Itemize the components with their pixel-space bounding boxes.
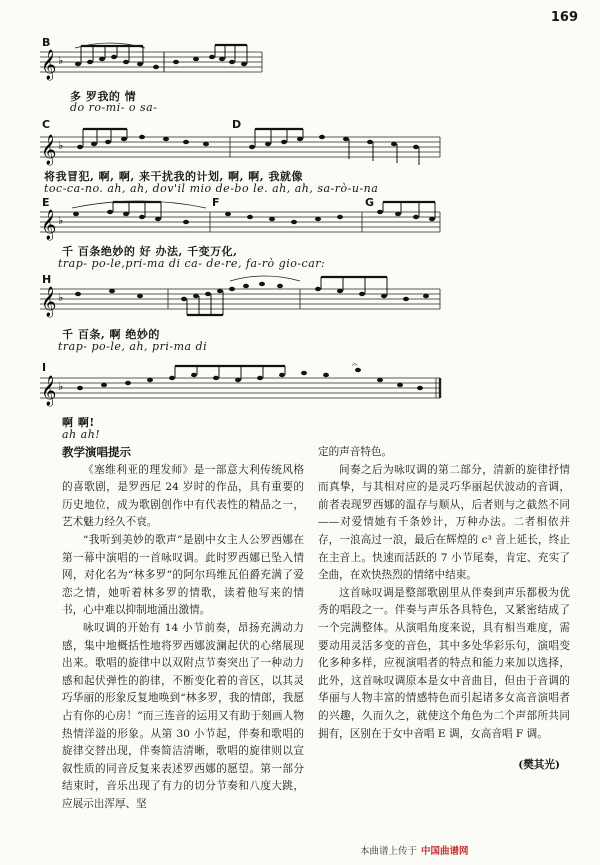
lyrics-roman-4: trap- po-le, ah, pri-ma di bbox=[58, 340, 208, 353]
lyrics-roman-3: trap- po-le,pri-ma di ca- de-re, fa-rò gio-car: bbox=[58, 257, 326, 270]
lyrics-chinese-1: 多 罗我的 情 bbox=[70, 90, 137, 103]
svg-text:𝄞: 𝄞 bbox=[41, 287, 57, 317]
paragraph: 这首咏叹调是整部歌剧里从伴奏到声乐都极为优秀的唱段之一。伴奏与声乐各具特色，又紧密结成了一个完满整体。从演唱角度来说，具有相当难度，需要动用灵活多变的音色，其中多处华彩乐句，演唱变化多种多样，应视演唱者的特点和能力来加以选择，此外，这首咏叹调原本是女中音曲目，但由于音调的华丽与人物丰富的情感特色而引起诸多女高音演唱者的兴趣，久而久之，就使这个角色为二个声部所共同拥有，区别在于女中音唱 E 调，女高音唱 F 调。 bbox=[318, 586, 570, 740]
svg-text:𝄞: 𝄞 bbox=[41, 50, 57, 80]
footer-text: 本曲谱上传于 bbox=[360, 846, 418, 857]
paragraph: 《塞维利亚的理发师》是一部意大利传统风格的喜歌剧，是罗西尼 24 岁时的作品，具有重要的历史地位，成为歌剧创作中有代表性的精品之一，艺术魅力经久不衰。 bbox=[62, 463, 304, 529]
svg-text:♭: ♭ bbox=[58, 54, 64, 67]
rehearsal-mark-g: G bbox=[365, 196, 375, 209]
footer-watermark bbox=[360, 843, 469, 857]
rehearsal-mark-e: E bbox=[42, 196, 50, 209]
svg-text:𝄞: 𝄞 bbox=[41, 210, 57, 240]
site-logo: 中国曲谱网 bbox=[421, 846, 469, 857]
paragraph: 间奏之后为咏叹调的第二部分，清新的旋律抒情而真挚，与其相对应的是灵巧华丽起伏波动的音调，前者表现罗西娜的温存与顺从，后者则与之截然不同——对爱情她有千条妙计，万种办法。二者相依并存，一浪高过一浪，最后在辉煌的 c³ 音上延长，终止在主音上。快速而活跃的 7 小节尾奏，肯定、充实了全曲，在欢快热烈的情绪中结束。 bbox=[318, 463, 570, 582]
paragraph: 定的声音特色。 bbox=[318, 446, 393, 458]
section-heading: 教学演唱提示 bbox=[62, 445, 131, 459]
paragraph: 咏叹调的开始有 14 小节前奏，昂扬充满动力感，集中地概括性地将罗西娜波澜起伏的心绪展现出来。歌唱的旋律中以双附点节奏突出了一种动力感和起伏弹性的韵律，不断变化着的音区，以其灵巧华丽的形象反复地唤到“林多罗，我的情郎，我愿占有你的心房！”而三连音的运用又有助于刻画人物热情洋溢的形象。从第 30 小节起，伴奏和歌唱的旋律交替出现，伴奏简洁清晰，歌唱的旋律则以宣叙性质的同音反复来表述罗西娜的愿望。第一部分结束时，音乐出现了有力的切分节奏和八度大跳，应展示出浑厚、坚 bbox=[62, 621, 304, 810]
lyrics-roman-2: toc-ca-no. ah, ah, dov'il mio de-bo le. ah, ah, sa-rò-u-na bbox=[44, 182, 379, 195]
lyrics-roman-5: ah ah! bbox=[62, 428, 101, 441]
svg-text:𝄐: 𝄐 bbox=[352, 360, 358, 371]
left-text-column bbox=[62, 444, 304, 813]
author-credit: (樊其光) bbox=[518, 759, 560, 772]
svg-text:𝄞: 𝄞 bbox=[41, 376, 57, 406]
lyrics-chinese-5: 啊 啊! bbox=[62, 416, 95, 429]
right-text-column bbox=[318, 444, 570, 775]
lyrics-chinese-3: 千 百条绝妙的 好 办法, 千变万化, bbox=[62, 245, 238, 258]
rehearsal-mark-i: I bbox=[42, 361, 47, 374]
rehearsal-mark-f: F bbox=[212, 196, 220, 209]
rehearsal-mark-b: B bbox=[42, 36, 51, 49]
svg-text:♭: ♭ bbox=[58, 380, 64, 393]
svg-text:♭: ♭ bbox=[58, 214, 64, 227]
lyrics-roman-1: do ro-mi- o sa- bbox=[70, 101, 158, 114]
lyrics-chinese-4: 千 百条, 啊 绝妙的 bbox=[62, 328, 160, 341]
svg-text:♭: ♭ bbox=[58, 139, 64, 152]
svg-text:𝄞: 𝄞 bbox=[41, 135, 57, 165]
rehearsal-mark-h: H bbox=[42, 273, 52, 286]
svg-text:♭: ♭ bbox=[58, 291, 64, 304]
rehearsal-mark-d: D bbox=[232, 118, 242, 131]
page-number: 169 bbox=[550, 10, 578, 25]
lyrics-chinese-2: 将我冒犯, 啊, 啊, 来干扰我的计划, 啊, 啊, 我就像 bbox=[44, 170, 303, 183]
paragraph: “我听到美妙的歌声”是剧中女主人公罗西娜在第一幕中演唱的一首咏叹调。此时罗西娜已坠入情网，对化名为“林多罗”的阿尔玛维瓦伯爵充满了爱恋之情，她听着林多罗的情歌，读着他写来的情书，心中难以抑制地涌出激情。 bbox=[62, 533, 304, 617]
rehearsal-mark-c: C bbox=[42, 118, 51, 131]
